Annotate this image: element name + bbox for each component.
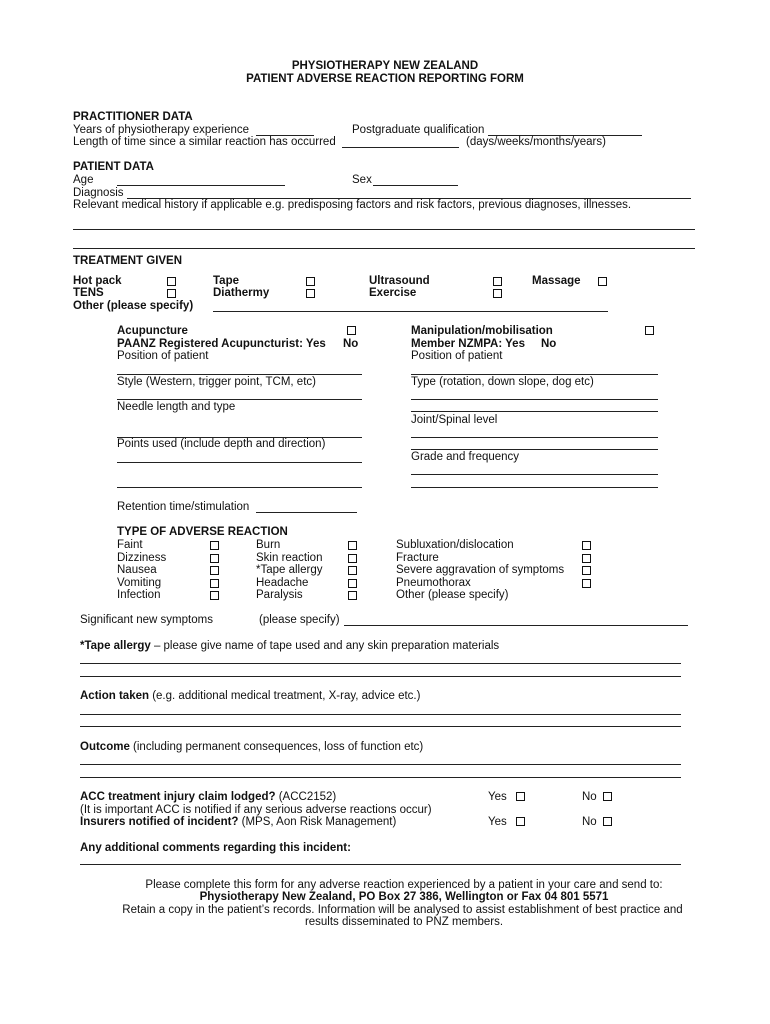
- needle-label: Needle length and type: [117, 401, 236, 413]
- manip-type-field-2[interactable]: [411, 411, 658, 412]
- insurers-no-checkbox[interactable]: [603, 817, 612, 826]
- vomiting-checkbox[interactable]: [210, 579, 219, 588]
- outcome-line-1[interactable]: [80, 764, 681, 765]
- acupuncture-checkbox[interactable]: [347, 326, 356, 335]
- pneumothorax-checkbox[interactable]: [582, 579, 591, 588]
- dizziness-checkbox[interactable]: [210, 554, 219, 563]
- manipulation-checkbox[interactable]: [645, 326, 654, 335]
- length-since-label: Length of time since a similar reaction has occurred: [73, 136, 336, 148]
- tape-allergy-line-1[interactable]: [80, 663, 681, 664]
- insurers-label: Insurers notified of incident? (MPS, Aon Risk Management): [80, 816, 397, 828]
- diagnosis-label: Diagnosis: [73, 187, 124, 199]
- length-since-field[interactable]: [342, 147, 459, 148]
- nzmpa-member-no[interactable]: No: [541, 338, 557, 350]
- acu-position-field[interactable]: [117, 374, 362, 375]
- burn-label: Burn: [256, 539, 281, 551]
- comments-label: Any additional comments regarding this incident:: [80, 842, 351, 854]
- tape-allergy-line-2[interactable]: [80, 676, 681, 677]
- acupuncture-title: Acupuncture: [117, 325, 188, 337]
- points-label: Points used (include depth and direction): [117, 438, 326, 450]
- burn-checkbox[interactable]: [348, 541, 357, 550]
- fracture-label: Fracture: [396, 552, 439, 564]
- subluxation-label: Subluxation/dislocation: [396, 539, 514, 551]
- faint-checkbox[interactable]: [210, 541, 219, 550]
- acu-position-label: Position of patient: [117, 350, 209, 362]
- acc-yes-checkbox[interactable]: [516, 792, 525, 801]
- form-title: PATIENT ADVERSE REACTION REPORTING FORM: [246, 73, 524, 85]
- skin-reaction-checkbox[interactable]: [348, 554, 357, 563]
- insurers-yes-label: Yes: [488, 816, 507, 828]
- acu-style-field[interactable]: [117, 399, 362, 400]
- acc-note: (It is important ACC is notified if any serious adverse reactions occur): [80, 804, 432, 816]
- tape-checkbox[interactable]: [306, 277, 315, 286]
- severe-aggravation-checkbox[interactable]: [582, 566, 591, 575]
- comments-field[interactable]: [80, 864, 681, 865]
- joint-level-field-2[interactable]: [411, 449, 658, 450]
- headache-label: Headache: [256, 577, 309, 589]
- grade-field-2[interactable]: [411, 487, 658, 488]
- infection-checkbox[interactable]: [210, 591, 219, 600]
- paralysis-checkbox[interactable]: [348, 591, 357, 600]
- nausea-label: Nausea: [117, 564, 157, 576]
- severe-aggravation-label: Severe aggravation of symptoms: [396, 564, 565, 576]
- postgrad-label: Postgraduate qualification: [352, 124, 485, 136]
- tape-allergy-checkbox[interactable]: [348, 566, 357, 575]
- adverse-heading: TYPE OF ADVERSE REACTION: [117, 526, 288, 538]
- hot-pack-label: Hot pack: [73, 275, 122, 287]
- fracture-checkbox[interactable]: [582, 554, 591, 563]
- footer-instructions: Please complete this form for any adverse reaction experienced by a patient in your care and send to:: [145, 879, 663, 891]
- paanz-registered-yes[interactable]: PAANZ Registered Acupuncturist: Yes: [117, 338, 326, 350]
- tape-allergy-label: *Tape allergy: [256, 564, 323, 576]
- tape-allergy-prompt: *Tape allergy – please give name of tape used and any skin preparation materials: [80, 640, 500, 652]
- acc-no-checkbox[interactable]: [603, 792, 612, 801]
- acc-claim-label: ACC treatment injury claim lodged? (ACC2152): [80, 791, 337, 803]
- insurers-no-label: No: [582, 816, 597, 828]
- length-units: (days/weeks/months/years): [466, 136, 606, 148]
- medical-history-line-2[interactable]: [73, 248, 695, 249]
- tens-checkbox[interactable]: [167, 289, 176, 298]
- footer-retain-note: Retain a copy in the patient’s records. Information will be analysed to assist establishment of best practice and: [122, 904, 683, 916]
- form-org-title: PHYSIOTHERAPY NEW ZEALAND: [291, 60, 479, 72]
- points-field-2[interactable]: [117, 487, 362, 488]
- points-field-1[interactable]: [117, 462, 362, 463]
- diathermy-label: Diathermy: [213, 287, 270, 299]
- age-field[interactable]: [117, 185, 285, 186]
- nausea-checkbox[interactable]: [210, 566, 219, 575]
- action-taken-line-1[interactable]: [80, 714, 681, 715]
- acc-yes-label: Yes: [488, 791, 507, 803]
- outcome-line-2[interactable]: [80, 777, 681, 778]
- medical-history-line-1[interactable]: [73, 229, 695, 230]
- action-taken-prompt: Action taken (e.g. additional medical treatment, X-ray, advice etc.): [80, 690, 421, 702]
- significant-symptoms-label: Significant new symptoms: [80, 614, 213, 626]
- please-specify-label: (please specify): [259, 614, 340, 626]
- massage-label: Massage: [532, 275, 581, 287]
- sex-label: Sex: [352, 174, 372, 186]
- manip-position-label: Position of patient: [411, 350, 503, 362]
- manip-position-field[interactable]: [411, 374, 658, 375]
- action-taken-line-2[interactable]: [80, 726, 681, 727]
- hot-pack-checkbox[interactable]: [167, 277, 176, 286]
- acu-style-label: Style (Western, trigger point, TCM, etc): [117, 376, 316, 388]
- skin-reaction-label: Skin reaction: [256, 552, 323, 564]
- other-treatment-field[interactable]: [213, 311, 608, 312]
- insurers-yes-checkbox[interactable]: [516, 817, 525, 826]
- acc-no-label: No: [582, 791, 597, 803]
- medical-history-label: Relevant medical history if applicable e.g. predisposing factors and risk factors, previous diagnoses, illnesses.: [73, 199, 632, 211]
- manipulation-title: Manipulation/mobilisation: [411, 325, 553, 337]
- patient-heading: PATIENT DATA: [73, 161, 154, 173]
- practitioner-heading: PRACTITIONER DATA: [73, 111, 193, 123]
- paanz-registered-no[interactable]: No: [343, 338, 359, 350]
- dizziness-label: Dizziness: [117, 552, 167, 564]
- retention-label: Retention time/stimulation: [117, 501, 250, 513]
- other-reaction-label: Other (please specify): [396, 589, 509, 601]
- sex-field[interactable]: [373, 185, 458, 186]
- other-treatment-label: Other (please specify): [73, 300, 194, 312]
- grade-label: Grade and frequency: [411, 451, 520, 463]
- exercise-label: Exercise: [369, 287, 417, 299]
- tape-label: Tape: [213, 275, 239, 287]
- footer-results-note: results disseminated to PNZ members.: [304, 916, 504, 928]
- years-experience-label: Years of physiotherapy experience: [73, 124, 250, 136]
- retention-field[interactable]: [256, 512, 357, 513]
- significant-symptoms-field[interactable]: [344, 625, 688, 626]
- treatment-heading: TREATMENT GIVEN: [73, 255, 183, 267]
- manip-type-label: Type (rotation, down slope, dog etc): [411, 376, 594, 388]
- headache-checkbox[interactable]: [348, 579, 357, 588]
- tens-label: TENS: [73, 287, 104, 299]
- subluxation-checkbox[interactable]: [582, 541, 591, 550]
- vomiting-label: Vomiting: [117, 577, 162, 589]
- paralysis-label: Paralysis: [256, 589, 303, 601]
- joint-level-field-1[interactable]: [411, 437, 658, 438]
- age-label: Age: [73, 174, 94, 186]
- joint-level-label: Joint/Spinal level: [411, 414, 498, 426]
- faint-label: Faint: [117, 539, 143, 551]
- ultrasound-label: Ultrasound: [369, 275, 430, 287]
- grade-field-1[interactable]: [411, 474, 658, 475]
- outcome-prompt: Outcome (including permanent consequences, loss of function etc): [80, 741, 424, 753]
- diathermy-checkbox[interactable]: [306, 289, 315, 298]
- footer-address: Physiotherapy New Zealand, PO Box 27 386, Wellington or Fax 04 801 5571: [199, 891, 609, 903]
- infection-label: Infection: [117, 589, 161, 601]
- massage-checkbox[interactable]: [598, 277, 607, 286]
- ultrasound-checkbox[interactable]: [493, 277, 502, 286]
- pneumothorax-label: Pneumothorax: [396, 577, 471, 589]
- nzmpa-member-yes[interactable]: Member NZMPA: Yes: [411, 338, 525, 350]
- exercise-checkbox[interactable]: [493, 289, 502, 298]
- manip-type-field-1[interactable]: [411, 399, 658, 400]
